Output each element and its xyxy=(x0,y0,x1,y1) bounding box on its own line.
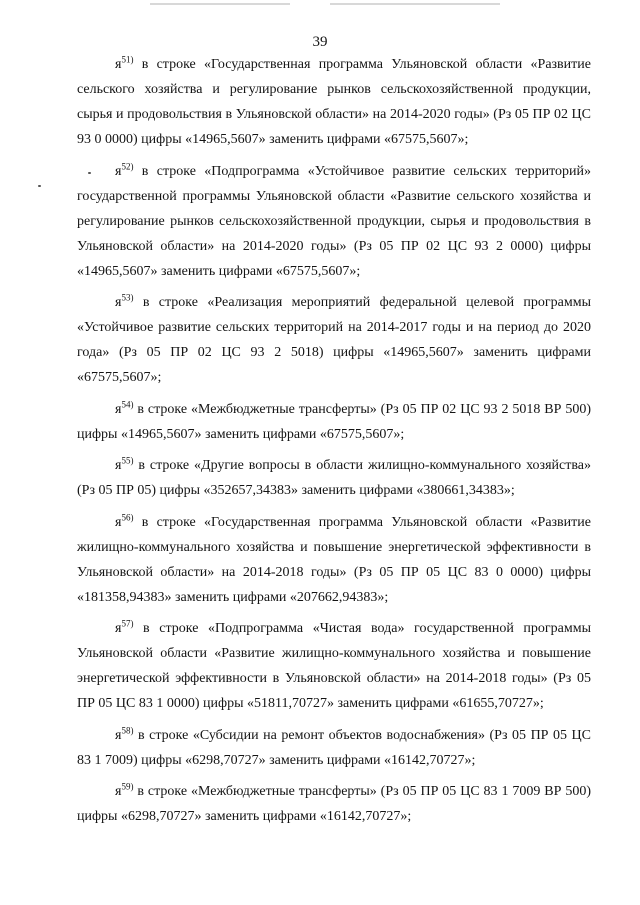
item-letter: я xyxy=(115,621,122,636)
scan-artifact xyxy=(330,3,500,5)
item-text: в строке «Подпрограмма «Чистая вода» государственной программы Ульяновской области «Развитие жилищно-коммунального хозяйства и повышение энергетической эффективности в Ульяновской области» на 2014-2018 годы» (Рз 05 ПР 05 ЦС 83 1 0000) цифры «51811,70727» заменить цифрами «61655,70727»; xyxy=(77,621,591,711)
item-text: в строке «Подпрограмма «Устойчивое развитие сельских территорий» государственной программы Ульяновской области «Развитие сельского хозяйства и регулирование рынков сельскохозяйственной продукции, сырья и продовольствия в Ульяновской области» на 2014-2020 годы» (Рз 05 ПР 02 ЦС 93 2 0000) цифры «14965,5607» заменить цифрами «67575,5607»; xyxy=(77,163,591,279)
amendment-item xyxy=(77,723,591,773)
scan-artifact xyxy=(150,3,290,5)
item-text: в строке «Государственная программа Ульяновской области «Развитие жилищно-коммунального хозяйства и повышение энергетической эффективности в Ульяновской области» на 2014-2018 годы» (Рз 05 ПР 05 ЦС 83 0 0000) цифры «181358,94383» заменить цифрами «207662,94383»; xyxy=(77,514,591,605)
item-letter: я xyxy=(115,401,122,417)
amendment-item xyxy=(77,397,591,447)
item-number: 57) xyxy=(121,618,134,629)
item-number: 52) xyxy=(121,160,134,171)
item-number: 51) xyxy=(121,54,134,65)
item-letter: я xyxy=(115,727,122,743)
amendment-item xyxy=(77,510,591,610)
item-text: в строке «Субсидии на ремонт объектов водоснабжения» (Рз 05 ПР 05 ЦС 83 1 7009) цифры «6298,70727» заменить цифрами «16142,70727»; xyxy=(77,727,591,768)
item-number: 56) xyxy=(121,511,134,522)
page-number: 39 xyxy=(312,34,328,50)
item-letter: я xyxy=(115,295,122,310)
item-text: в строке «Межбюджетные трансферты» (Рз 05 ПР 05 ЦС 83 1 7009 ВР 500) цифры «6298,70727» заменить цифрами «16142,70727»; xyxy=(77,784,591,824)
margin-mark xyxy=(38,185,41,187)
amendment-item xyxy=(77,159,591,284)
item-number: 54) xyxy=(121,398,134,409)
amendment-item xyxy=(77,453,591,503)
item-number: 58) xyxy=(121,724,134,735)
amendment-item xyxy=(77,616,591,716)
item-letter: я xyxy=(115,458,122,473)
document-body xyxy=(77,52,591,836)
item-text: в строке «Межбюджетные трансферты» (Рз 05 ПР 02 ЦС 93 2 5018 ВР 500) цифры «14965,5607» заменить цифрами «67575,5607»; xyxy=(77,401,591,442)
item-number: 55) xyxy=(121,455,134,466)
item-letter: я xyxy=(115,514,122,530)
item-text: в строке «Реализация мероприятий федеральной целевой программы «Устойчивое развитие сельских территорий на 2014-2017 годы и на период до 2020 года» (Рз 05 ПР 02 ЦС 93 2 5018) цифры «14965,5607» заменить цифрами «67575,5607»; xyxy=(77,295,591,385)
amendment-item xyxy=(77,52,591,152)
amendment-item xyxy=(77,779,591,829)
item-text: в строке «Государственная программа Ульяновской области «Развитие сельского хозяйства и регулирование рынков сельскохозяйственной продукции, сырья и продовольствия в Ульяновской области» на 2014-2020 годы» (Рз 05 ПР 02 ЦС 93 0 0000) цифры «14965,5607» заменить цифрами «67575,5607»; xyxy=(77,57,591,147)
amendment-item xyxy=(77,290,591,390)
item-letter: я xyxy=(115,57,122,72)
item-text: в строке «Другие вопросы в области жилищно-коммунального хозяйства» (Рз 05 ПР 05) цифры «352657,34383» заменить цифрами «380661,34383»; xyxy=(77,458,591,498)
item-letter: я xyxy=(115,163,122,179)
item-letter: я xyxy=(115,784,122,799)
item-number: 53) xyxy=(121,292,134,303)
item-number: 59) xyxy=(121,781,134,792)
